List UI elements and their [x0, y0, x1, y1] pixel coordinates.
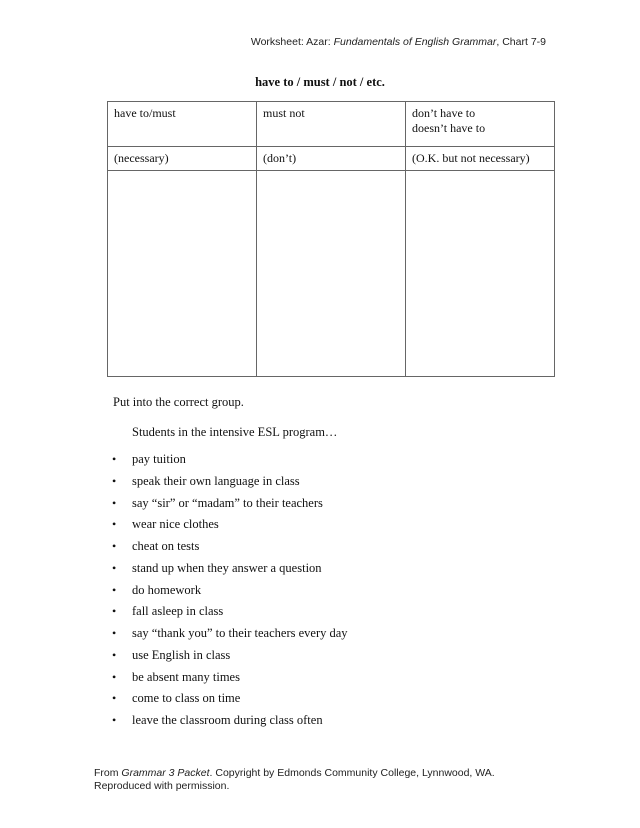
meaning-ok-not-necessary: (O.K. but not necessary): [406, 147, 555, 171]
lead-sentence: Students in the intensive ESL program…: [132, 425, 338, 439]
worksheet-header: [251, 36, 546, 48]
column-heading-have-to: [108, 102, 257, 147]
bullet-icon: •: [112, 626, 117, 640]
item-text: use English in class: [132, 647, 231, 662]
bullet-icon: •: [112, 691, 117, 706]
footer-line-2: Reproduced with permission.: [94, 780, 230, 792]
list-item: [112, 558, 348, 580]
item-list: [112, 449, 348, 732]
list-item: [112, 449, 348, 471]
bullet-icon: •: [112, 669, 117, 684]
item-text: wear nice clothes: [132, 517, 219, 532]
item-text: pay tuition: [132, 452, 186, 466]
list-item: [112, 645, 348, 667]
header-book-title: Fundamentals of English Grammar: [333, 36, 497, 48]
bullet-icon: •: [112, 560, 117, 575]
heading-text: have to/must: [114, 106, 176, 120]
item-text: speak their own language in class: [132, 473, 300, 488]
list-item: [112, 536, 348, 558]
list-item: [112, 688, 348, 710]
bullet-icon: •: [112, 517, 117, 532]
bullet-icon: •: [112, 495, 117, 510]
bullet-icon: •: [112, 473, 117, 488]
instructions: Put into the correct group.: [113, 395, 244, 409]
item-text: say “thank you” to their teachers every day: [132, 626, 348, 640]
item-text: fall asleep in class: [132, 604, 224, 619]
list-item: [112, 514, 348, 536]
sorting-table: [107, 101, 555, 377]
worksheet-title: have to / must / not / etc.: [255, 75, 385, 89]
table-answer-row: [108, 171, 555, 377]
answer-cell-dont-have-to[interactable]: [406, 171, 555, 377]
column-heading-must-not: [257, 102, 406, 147]
item-text: come to class on time: [132, 691, 241, 706]
header-suffix: , Chart 7-9: [496, 36, 546, 48]
item-text: stand up when they answer a question: [132, 560, 322, 575]
table-meaning-row: [108, 147, 555, 171]
bullet-icon: •: [112, 713, 117, 727]
meaning-dont: (don’t): [257, 147, 406, 171]
item-text: be absent many times: [132, 669, 240, 684]
bullet-icon: •: [112, 647, 117, 662]
item-text: cheat on tests: [132, 539, 200, 553]
list-item: [112, 710, 348, 732]
header-prefix: Worksheet: Azar:: [250, 36, 334, 48]
list-item: [112, 493, 348, 515]
heading-text: must not: [263, 106, 305, 120]
footer-credit: [94, 767, 495, 793]
list-item: [112, 471, 348, 493]
list-item: [112, 580, 348, 602]
list-item: [112, 623, 348, 645]
item-text: leave the classroom during class often: [132, 713, 323, 727]
bullet-icon: •: [112, 539, 117, 553]
bullet-icon: •: [112, 582, 117, 597]
answer-cell-have-to[interactable]: [108, 171, 257, 377]
heading-text-line2: doesn’t have to: [412, 121, 486, 135]
item-text: say “sir” or “madam” to their teachers: [132, 495, 323, 510]
item-text: do homework: [132, 582, 202, 597]
list-item: [112, 667, 348, 689]
footer-copyright: . Copyright by Edmonds Community College, Lynnwood, WA.: [209, 767, 495, 779]
footer-prefix: From: [94, 767, 122, 779]
meaning-necessary: (necessary): [108, 147, 257, 171]
answer-cell-must-not[interactable]: [257, 171, 406, 377]
footer-source: Grammar 3 Packet: [121, 767, 210, 779]
footer-line-1: [94, 767, 495, 780]
column-heading-dont-have-to: [406, 102, 555, 147]
table-heading-row: [108, 102, 555, 147]
bullet-icon: •: [112, 452, 117, 466]
bullet-icon: •: [112, 604, 117, 619]
heading-text: don’t have to: [412, 106, 476, 120]
list-item: [112, 601, 348, 623]
